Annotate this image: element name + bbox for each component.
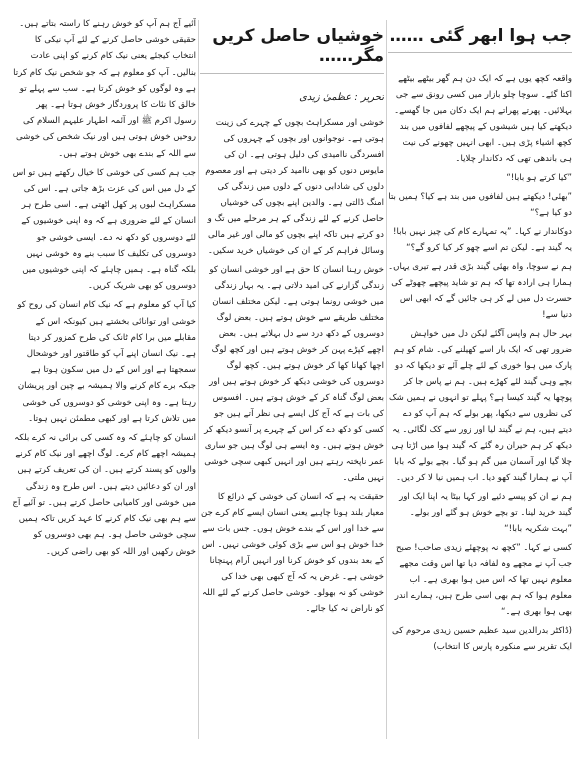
paragraph: ”کیا کرتے ہو بابا!“ bbox=[506, 173, 572, 184]
paragraph: خوشی اور مسکراہٹ بچوں کے چہرے کی زینت ہوتی ہے۔ نوجوانوں اور بچوں کے چہروں کی افسردگی ناامیدی کی دلیل ہوتی ہے۔ ان کی مایوس دنوں کو بھی ناامید کر دیتی ہے اور معصوم دلوں کی شادابی دنوں کے دلوں میں زندگی کی امنگ ڈالتی ہے۔ والدین اپنے بچوں کی خوشیاں حاصل کرنے کے لئے زندگی کے ہر مرحلے میں تگ و دو کرتے ہیں تاکہ اپنے بچوں کو مالی اور غیر مالی وسائل فراہم کر کے ان کی خوشیاں خرید سکیں۔ bbox=[205, 117, 384, 256]
paragraph: دوکاندار نے کہا۔ ”یہ تمہارے کام کی چیز نہیں بابا! یہ گیند ہے۔ لیکن تم اسے چھو کر کیا کرو گے؟“ bbox=[393, 227, 572, 254]
paragraph: واقعہ کچھ یوں ہے کہ ایک دن ہم گھر بیٹھے بیٹھے اکتا گئے۔ سوچا چلو بازار میں کسی رونق سے جی بہلائیں۔ پھرتے پھراتے ہم ایک دکان میں جا گھسے۔ دیکھتے کیا ہیں شیشوں کے پیچھے لفافوں میں بند کچھ اشیاء پڑی ہیں۔ ابھی انہیں چھونے کی نیت ہی باندھی تھی کہ دکاندار چلایا۔ bbox=[394, 74, 572, 165]
paragraph: کسی نے کہا۔ ”کچھ نہ پوچھئے زیدی صاحب! صبح جب آپ نے مجھے وہ لفافہ دیا تھا اس وقت مجھے معلوم نہیں تھا کہ اس میں ہوا بھری ہے۔ اب معلوم ہوا کہ ہم بھی اسی طرح ہیں، ہمارے اندر بھی ہوا بھری ہے۔“ bbox=[394, 543, 572, 618]
paragraph: (ڈاکٹر بدرالدین سید عظیم حسین زیدی مرحوم کی ایک تقریر سے منکورہ پارس کا انتخاب) bbox=[392, 626, 572, 653]
paragraph: انسان کو چاہئے کہ وہ کسی کی برائی نہ کرے بلکہ ہمیشہ اچھے کام کرے۔ لوگ اچھے اور نیک کام کرنے والوں کو پسند کرتے ہیں۔ ان کی تعریف کرتے ہیں اور ان کو دعائیں دیتے ہیں۔ اس طرح وہ زندگی میں خوشی اور کامیابی حاصل کرتے ہیں۔ تو آئیے آج سے ہم بھی نیک کام کرنے کا عہد کریں تاکہ ہمیں سچی خوشی حاصل ہو۔ ہم بھی دوسروں کو خوش رکھیں اور اللہ کو بھی راضی کریں۔ bbox=[12, 433, 196, 557]
paragraph: ہم نے ان کو پیسے دئیے اور کہا بیٹا یہ اپنا ایک اور گیند خرید لینا۔ تو بچے خوش ہو گئے اور بولے۔ ”بہت شکریہ بابا!“ bbox=[399, 492, 572, 535]
paragraph: آئیے آج ہم آپ کو خوش رہنے کا راستہ بتاتے ہیں۔ حقیقی خوشی حاصل کرنے کے لئے آپ نیکی کا انتخاب کیجئے یعنی نیک کام کرنے کو اپنی عادت بنالیں۔ آپ کو معلوم ہے کہ جو شخص نیک کام کرتا ہے وہ لوگوں کو خوش کرتا ہے۔ سب سے پہلے تو خالق کا نئات کا پروردگار خوش ہوتا ہے۔ پھر رسول اکرم ﷺ اور آئمہ اطہار علیہم السلام کی روحیں خوش ہوتی ہیں اور نیک شخص کی خوشی سے اللہ کے بندے بھی خوش ہوتے ہیں۔ bbox=[13, 19, 196, 159]
paragraph: خوش رہنا انسان کا حق ہے اور خوشی انسان کو زندگی گزارنے کی امید دلاتی ہے۔ یہ بہار زندگی میں خوشی رونما ہوتی ہے۔ لیکن مختلف انسان مختلف طریقے سے خوش ہوتے ہیں۔ بعض لوگ دوسروں کے دکھ درد سے دل بہلاتے ہیں۔ بعض اچھے کپڑے پہن کر خوش ہوتے ہیں اور کچھ لوگ اچھا کھانا کھا کر خوش ہوتے ہیں۔ کچھ لوگ دوسروں کی خوشی دیکھ کر خوش ہوتے ہیں اور بعض لوگ گناہ کر کے خوش ہوتے ہیں۔ افسوس کی بات ہے کہ آج کل ایسے ہی نظر آتے ہیں جو کسی کو دکھ دے کر اس کے چہرے پر آنسو دیکھ کر خوش ہوتے ہیں۔ وہ ایسے ہی لوگ ہیں جو ساری عمر ناپختہ رہتے ہیں اور انہیں کبھی سچی خوشی نہیں ملتی۔ bbox=[204, 264, 384, 483]
article-title-middle: خوشیاں حاصل کریں مگر…… bbox=[200, 26, 384, 74]
paragraph: بہر حال ہم واپس آگئے لیکن دل میں خواہش ضرور تھی کہ ایک بار اسے کھیلنے کی۔ شام کو ہم پارک میں ہوا خوری کے لئے چلے آئے تو دیکھا کہ دو بچے وہی گیند لئے کھڑے ہیں۔ ہم نے پاس جا کر پوچھا یہ گیند کیسا ہے؟ پہلے تو انہوں نے ہمیں شک کی نظروں سے دیکھا، پھر بولے کہ ہم آپ کو دے دیتے ہیں، ہم نے گیند لیا اور زور سے کک لگائی۔ یہ دیکھ کر ہم حیران رہ گئے کہ گیند ہوا میں اڑتا ہی چلا گیا اور آسمان میں گم ہو گیا۔ بچے بولے کہ بابا آپ نے ہمارا گیند کھو دیا۔ اب ہمیں نیا لا کر دیں۔ bbox=[388, 329, 572, 484]
paragraph: حقیقت یہ ہے کہ انسان کی خوشی کے ذرائع کا معیار بلند ہونا چاہیے یعنی انسان ایسے کام کرے جن سے خدا اور اس کے بندے خوش ہوں۔ جس بات سے خدا خوش ہو اس سے بڑی کوئی خوشی نہیں۔ اس کے بعد بندوں کو خوش کرنا اور انہیں آرام پہنچانا خوشی ہے۔ غرض یہ کہ آج کبھی بھی خدا کی خوشی کو نہ بھولو۔ خوشی حاصل کرنے کے لئے اللہ کو ناراض نہ کیا جائے۔ bbox=[200, 491, 384, 614]
paragraph: جب ہم کسی کی خوشی کا خیال رکھتے ہیں تو اس کے دل میں اس کی عزت بڑھ جاتی ہے۔ اس کی مسکراہٹ لبوں پر کھل اٹھتی ہے۔ اسی طرح ہر انسان کے لئے ضروری ہے کہ وہ اپنی خوشیوں کے لئے دوسروں کو دکھ نہ دے۔ ایسی خوشی جو دوسروں کی تکلیف کا سبب بنے وہ خوشی نہیں بلکہ گناہ ہے۔ ہمیں چاہئے کہ اپنی خوشیوں میں دوسروں کو بھی شریک کریں۔ bbox=[12, 167, 196, 292]
article-right-column bbox=[388, 0, 572, 757]
column-divider bbox=[198, 20, 199, 739]
byline: تحریر : عظمیٰ زیدی bbox=[299, 91, 384, 103]
paragraph: ”بھئی! دیکھتے ہیں لفافوں میں بند ہے کیا؟ ہمیں بتا دو کیا ہے؟“ bbox=[388, 192, 572, 219]
paragraph: ہم نے سوچا، واہ بھئی گیند بڑی قدر ہے تیری یہاں۔ ہمارا ہی ارادہ تھا کہ ہم تو شاید پیچھے چھوٹے کی حسرت دل میں لے کر ہی جائیں گے کہ ابھی اس دنیا سے! bbox=[388, 262, 572, 321]
paragraph: کیا آپ کو معلوم ہے کہ نیک کام انسان کی روح کو خوشی اور توانائی بخشتے ہیں کیونکہ اس کے مقابلے میں برا کام ٹانک کی طرح کمزور کر دیتا ہے۔ نیک انسان اپنے آپ کو طاقتور اور خوشحال سمجھتا ہے اور اس کے دل میں سکون ہوتا ہے جبکہ برے کام کرنے والا ہمیشہ بے چین اور پریشان رہتا ہے۔ وہ اپنی خوشی کو دوسروں کی خوشی میں تلاش کرتا ہے اور کبھی مطمئن نہیں ہوتا۔ bbox=[17, 300, 196, 424]
article-left-column bbox=[12, 0, 196, 757]
article-middle-column bbox=[200, 0, 384, 757]
column-divider bbox=[386, 20, 387, 739]
article-title-right: جب ہوا ابھر گئی …… bbox=[388, 26, 572, 53]
